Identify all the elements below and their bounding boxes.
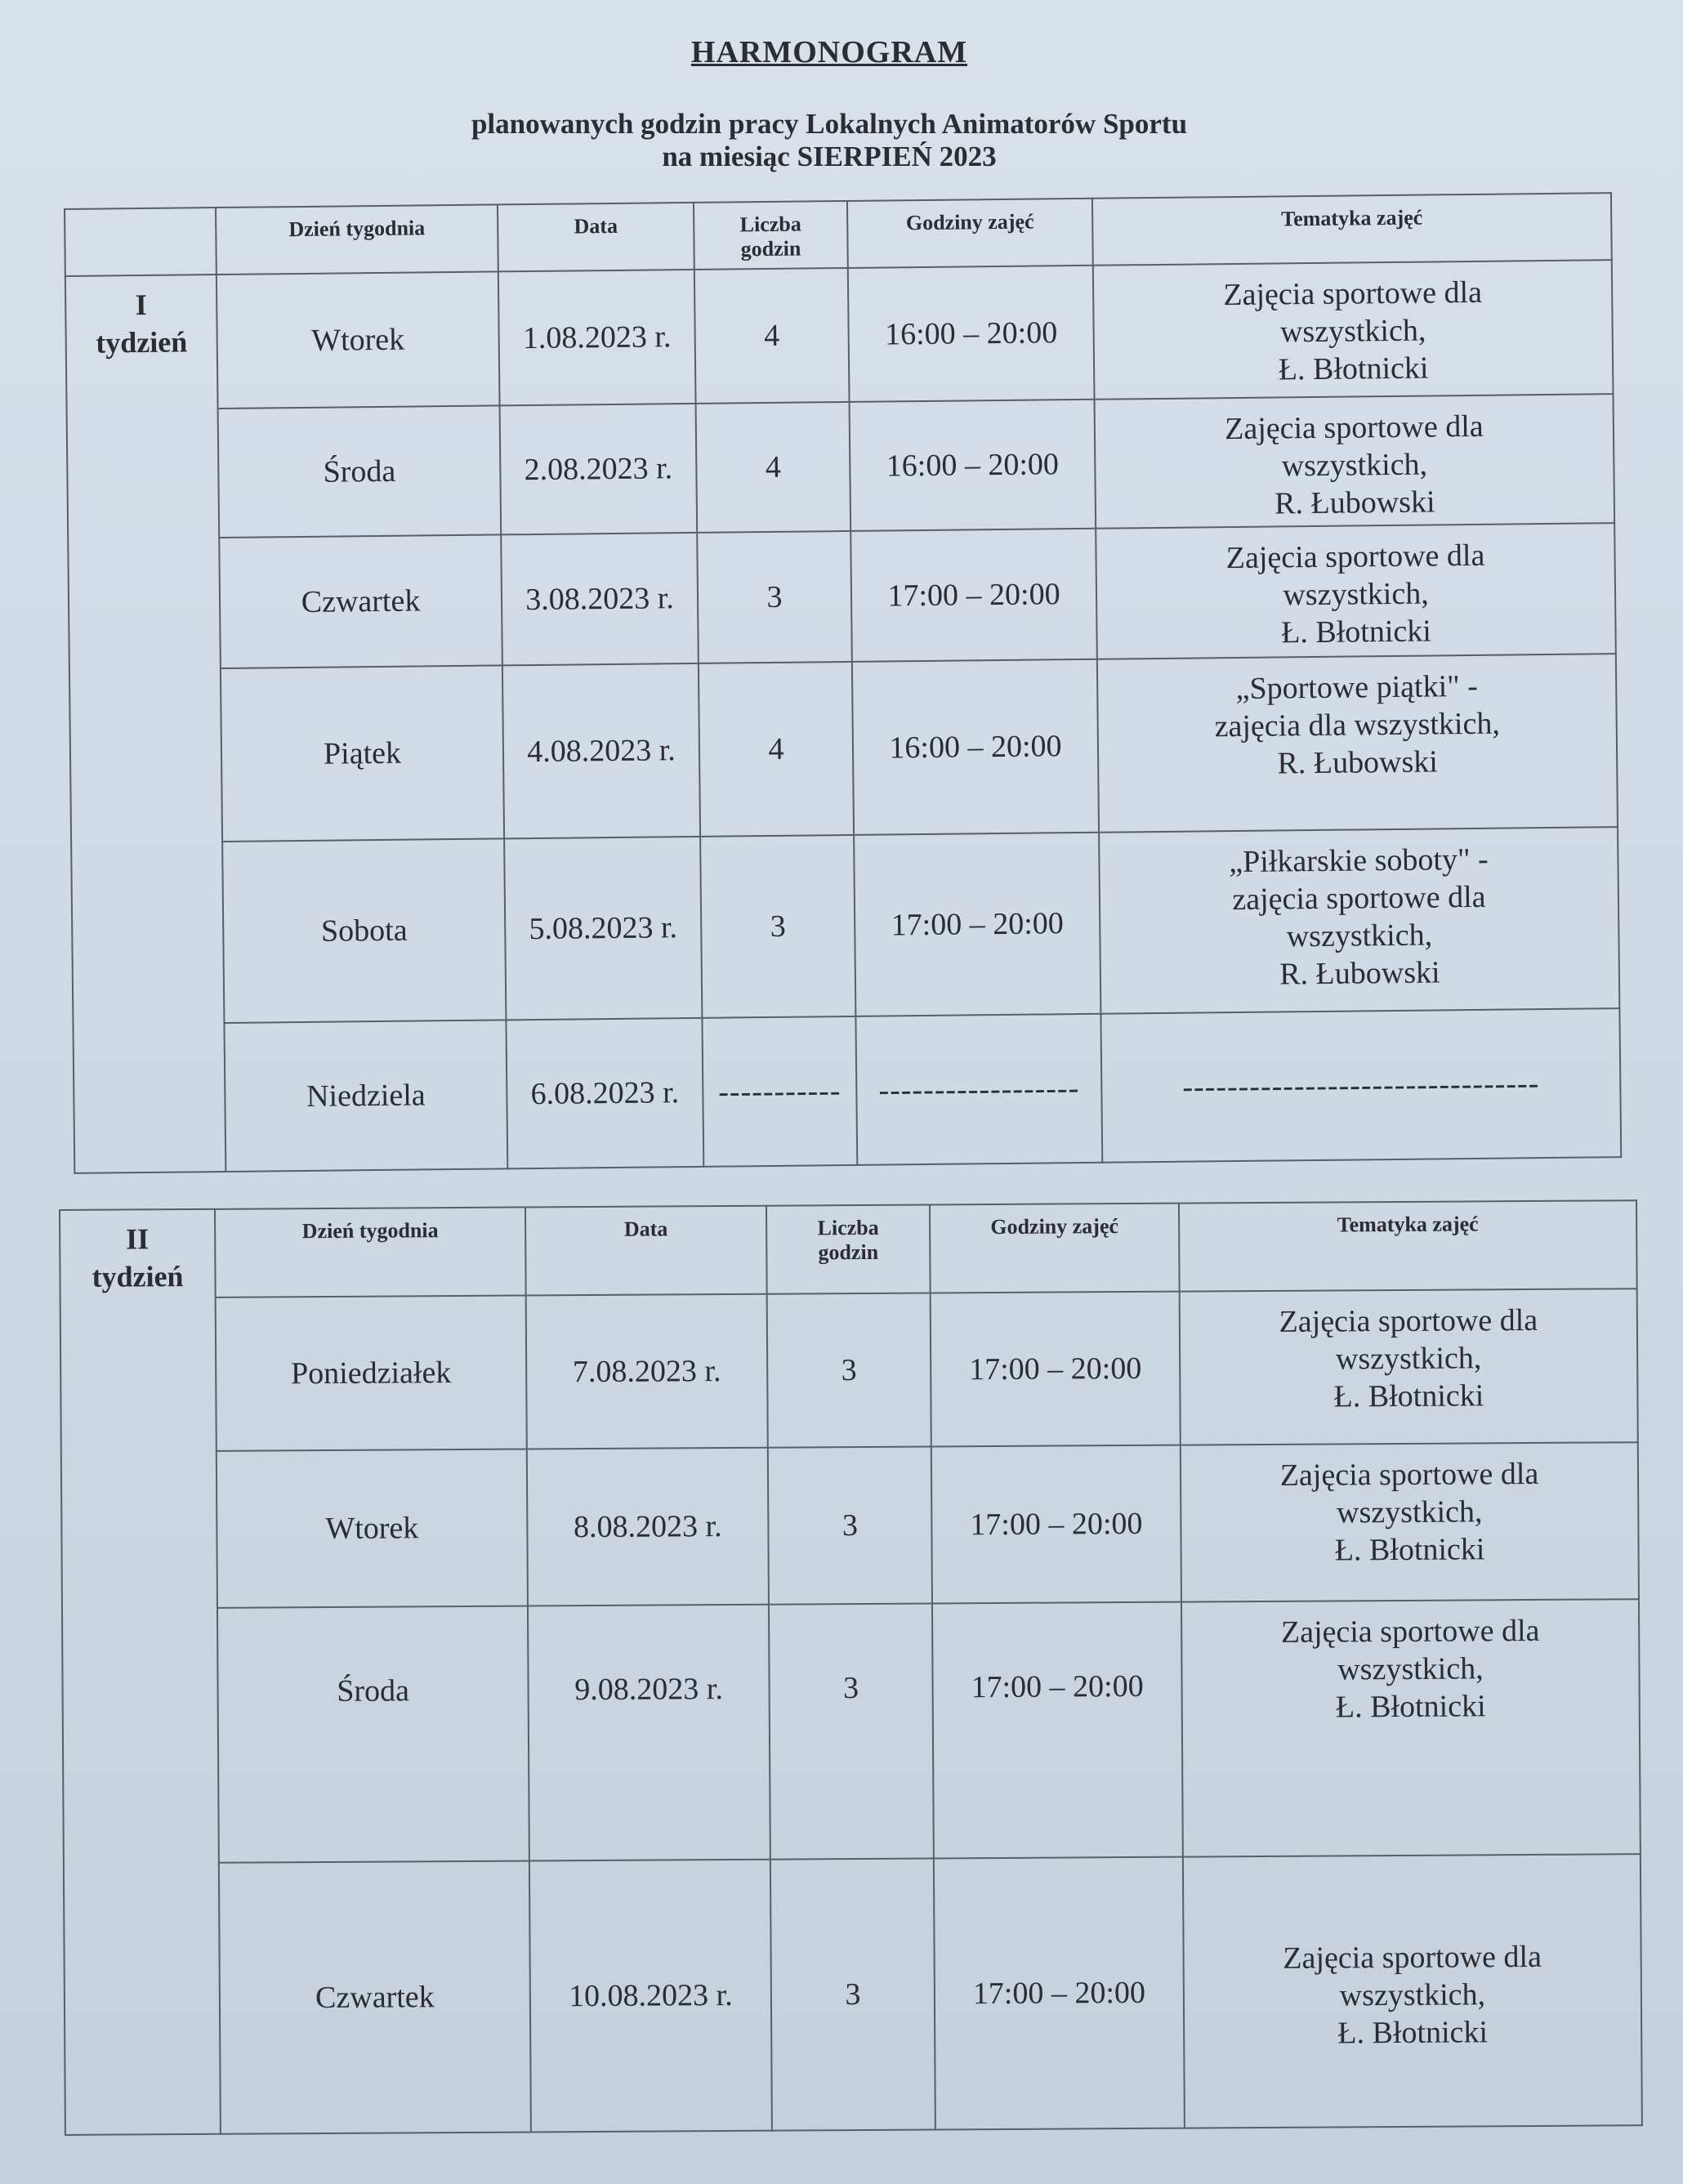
table-row bbox=[67, 394, 1615, 539]
day-cell: Piątek bbox=[221, 665, 504, 842]
time-cell: 17:00 – 20:00 bbox=[854, 833, 1100, 1016]
hours-cell: 3 bbox=[768, 1446, 932, 1604]
date-cell: 3.08.2023 r. bbox=[501, 533, 699, 666]
date-cell: 8.08.2023 r. bbox=[527, 1448, 769, 1606]
week-2-table bbox=[59, 1199, 1643, 2136]
hours-cell: ----------- bbox=[702, 1016, 857, 1167]
time-cell: ------------------ bbox=[855, 1014, 1102, 1165]
date-cell: 1.08.2023 r. bbox=[498, 270, 696, 406]
document-title: HARMONOGRAM bbox=[690, 35, 968, 69]
time-cell: 17:00 – 20:00 bbox=[931, 1292, 1181, 1447]
hours-cell: 3 bbox=[770, 1858, 935, 2130]
table-row bbox=[61, 1442, 1639, 1609]
week-2-label: II tydzień bbox=[60, 1209, 221, 2135]
header-day: Dzień tygodnia bbox=[216, 204, 498, 275]
time-cell: 16:00 – 20:00 bbox=[850, 400, 1096, 531]
day-cell: Sobota bbox=[222, 838, 506, 1023]
time-cell: 17:00 – 20:00 bbox=[850, 529, 1097, 662]
day-cell: Wtorek bbox=[217, 1449, 528, 1608]
header-topic: Tematyka zajęć bbox=[1092, 193, 1612, 266]
topic-cell: Zajęcia sportowe dla wszystkich, Ł. Błotnicki bbox=[1181, 1599, 1641, 1856]
time-cell: 17:00 – 20:00 bbox=[934, 1857, 1185, 2130]
table-row bbox=[73, 1008, 1621, 1173]
hours-cell: 4 bbox=[696, 402, 851, 533]
date-cell: 2.08.2023 r. bbox=[500, 404, 698, 535]
topic-cell: Zajęcia sportowe dla wszystkich, Ł. Błotnicki bbox=[1180, 1289, 1638, 1445]
time-cell: 17:00 – 20:00 bbox=[931, 1445, 1181, 1604]
table-row bbox=[71, 827, 1619, 1025]
table-row bbox=[62, 1599, 1641, 1864]
day-cell: Poniedziałek bbox=[216, 1296, 527, 1451]
topic-cell: „Sportowe piątki" - zajęcia dla wszystkich, R. Łubowski bbox=[1097, 654, 1618, 833]
header-hours-count: Liczba godzin bbox=[694, 201, 848, 270]
header-empty bbox=[65, 208, 217, 276]
header-day: Dzień tygodnia bbox=[215, 1208, 526, 1297]
day-cell: Niedziela bbox=[224, 1020, 507, 1172]
hours-cell: 3 bbox=[767, 1293, 931, 1447]
date-cell: 4.08.2023 r. bbox=[502, 663, 700, 839]
date-cell: 5.08.2023 r. bbox=[504, 837, 702, 1021]
time-cell: 16:00 – 20:00 bbox=[848, 266, 1095, 402]
header-topic: Tematyka zajęć bbox=[1179, 1200, 1637, 1291]
date-cell: 10.08.2023 r. bbox=[529, 1860, 772, 2133]
hours-cell: 4 bbox=[694, 268, 850, 404]
topic-cell: Zajęcia sportowe dla wszystkich, Ł. Błotnicki bbox=[1181, 1442, 1639, 1601]
week-1-label: I tydzień bbox=[65, 275, 225, 1173]
day-cell: Środa bbox=[218, 405, 502, 538]
day-cell: Czwartek bbox=[219, 1860, 531, 2133]
topic-cell: -------------------------------- bbox=[1100, 1008, 1621, 1163]
day-cell: Środa bbox=[217, 1606, 529, 1863]
time-cell: 17:00 – 20:00 bbox=[932, 1602, 1183, 1859]
table-row bbox=[68, 523, 1616, 670]
header-hours-count: Liczba godzin bbox=[766, 1204, 931, 1293]
topic-cell: Zajęcia sportowe dla wszystkich, R. Łubowski bbox=[1095, 394, 1615, 529]
hours-cell: 4 bbox=[699, 662, 854, 837]
table-row bbox=[64, 1854, 1642, 2135]
date-cell: 9.08.2023 r. bbox=[528, 1605, 770, 1861]
table-header-row bbox=[60, 1200, 1637, 1298]
topic-cell: „Piłkarskie soboty" - zajęcia sportowe dla wszystkich, R. Łubowski bbox=[1099, 827, 1619, 1014]
hours-cell: 3 bbox=[700, 835, 855, 1018]
header-class-hours: Godziny zajęć bbox=[930, 1204, 1180, 1293]
subtitle-line-2: na miesiąc SIERPIEŃ 2023 bbox=[662, 141, 997, 172]
header-date: Data bbox=[498, 203, 694, 272]
table-row bbox=[69, 654, 1618, 843]
date-cell: 7.08.2023 r. bbox=[526, 1294, 768, 1449]
table-row bbox=[65, 260, 1614, 410]
table-row bbox=[60, 1289, 1638, 1452]
topic-cell: Zajęcia sportowe dla wszystkich, Ł. Błotnicki bbox=[1183, 1854, 1642, 2128]
day-cell: Czwartek bbox=[219, 534, 502, 668]
topic-cell: Zajęcia sportowe dla wszystkich, Ł. Błotnicki bbox=[1093, 260, 1614, 400]
document-subtitle bbox=[0, 108, 1658, 173]
date-cell: 6.08.2023 r. bbox=[506, 1018, 703, 1169]
topic-cell: Zajęcia sportowe dla wszystkich, Ł. Błotnicki bbox=[1096, 523, 1616, 659]
header-date: Data bbox=[525, 1206, 767, 1296]
week-1-table bbox=[64, 192, 1622, 1174]
hours-cell: 3 bbox=[697, 531, 852, 663]
header-class-hours: Godziny zajęć bbox=[847, 199, 1093, 268]
subtitle-line-1: planowanych godzin pracy Lokalnych Animatorów Sportu bbox=[471, 108, 1188, 140]
hours-cell: 3 bbox=[769, 1603, 934, 1859]
day-cell: Wtorek bbox=[217, 271, 500, 409]
time-cell: 16:00 – 20:00 bbox=[852, 659, 1099, 835]
